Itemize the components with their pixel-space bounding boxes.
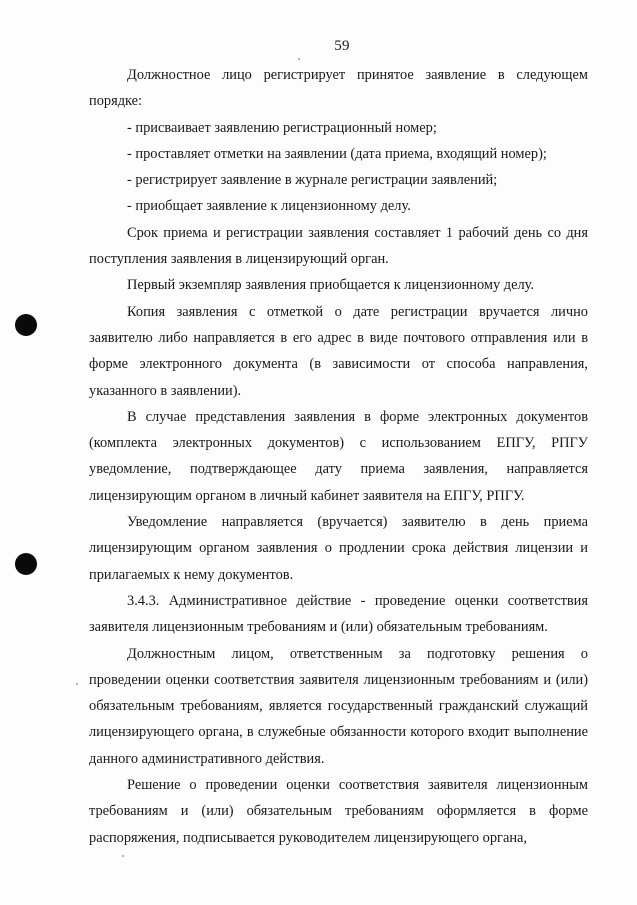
scan-speck [298,58,300,60]
paragraph-copy-delivery: Копия заявления с отметкой о дате регистрации вручается лично заявителю либо направляется в его адрес в виде почтового отправления или в форме электронного документа (в зависимости от способа направления, указанного в заявлении). [89,303,588,399]
paragraph-registration-term: Срок приема и регистрации заявления составляет 1 рабочий день со дня поступления заявления в лицензирующий орган. [89,224,588,268]
paragraph-decision: Решение о проведении оценки соответствия заявителя лицензионным требованиям и (или) обязательным требованиям оформляется в форме распоряжения, подписывается руководителем лицензирующего органа, [89,777,588,846]
scan-speck [76,683,78,685]
paragraph-registration-order: Должностное лицо регистрирует принятое заявление в следующем порядке: [89,67,588,110]
list-item-assign-number: - присваивает заявлению регистрационный номер; [127,119,437,136]
paragraph-notification: Уведомление направляется (вручается) заявителю в день приема лицензирующим органом заявления о продлении срока действия лицензии и прилагаемых к нему документов. [89,514,588,583]
binder-hole-top [15,314,37,336]
paragraph-responsible-official: Должностным лицом, ответственным за подготовку решения о проведении оценки соответствия заявителя лицензионным требованиям и (или) обязательным требованиям, является государственный гражданский служащий лицензирующего органа, в служебные обязанности которого входит выполнение данного административного действия. [89,645,588,767]
page-number: 59 [334,38,350,54]
list-item-mark-application: - проставляет отметки на заявлении (дата приема, входящий номер); [127,145,547,162]
list-item-attach-to-file: - приобщает заявление к лицензионному делу. [127,198,411,215]
scan-speck [122,855,124,857]
paragraph-electronic-submission: В случае представления заявления в форме электронных документов (комплекта электронных документов) с использованием ЕПГУ, РПГУ уведомление, подтверждающее дату приема заявления, направляется лицензирующим органом в личный кабинет заявителя на ЕПГУ, РПГУ. [89,408,588,504]
paragraph-first-copy: Первый экземпляр заявления приобщается к лицензионному делу. [127,277,535,294]
paragraph-section-3-4-3: 3.4.3. Административное действие - проведение оценки соответствия заявителя лицензионным требованиям и (или) обязательным требованиям. [89,592,588,636]
list-item-register-journal: - регистрирует заявление в журнале регистрации заявлений; [127,172,498,189]
document-body [89,62,588,851]
binder-hole-bottom [15,553,37,575]
